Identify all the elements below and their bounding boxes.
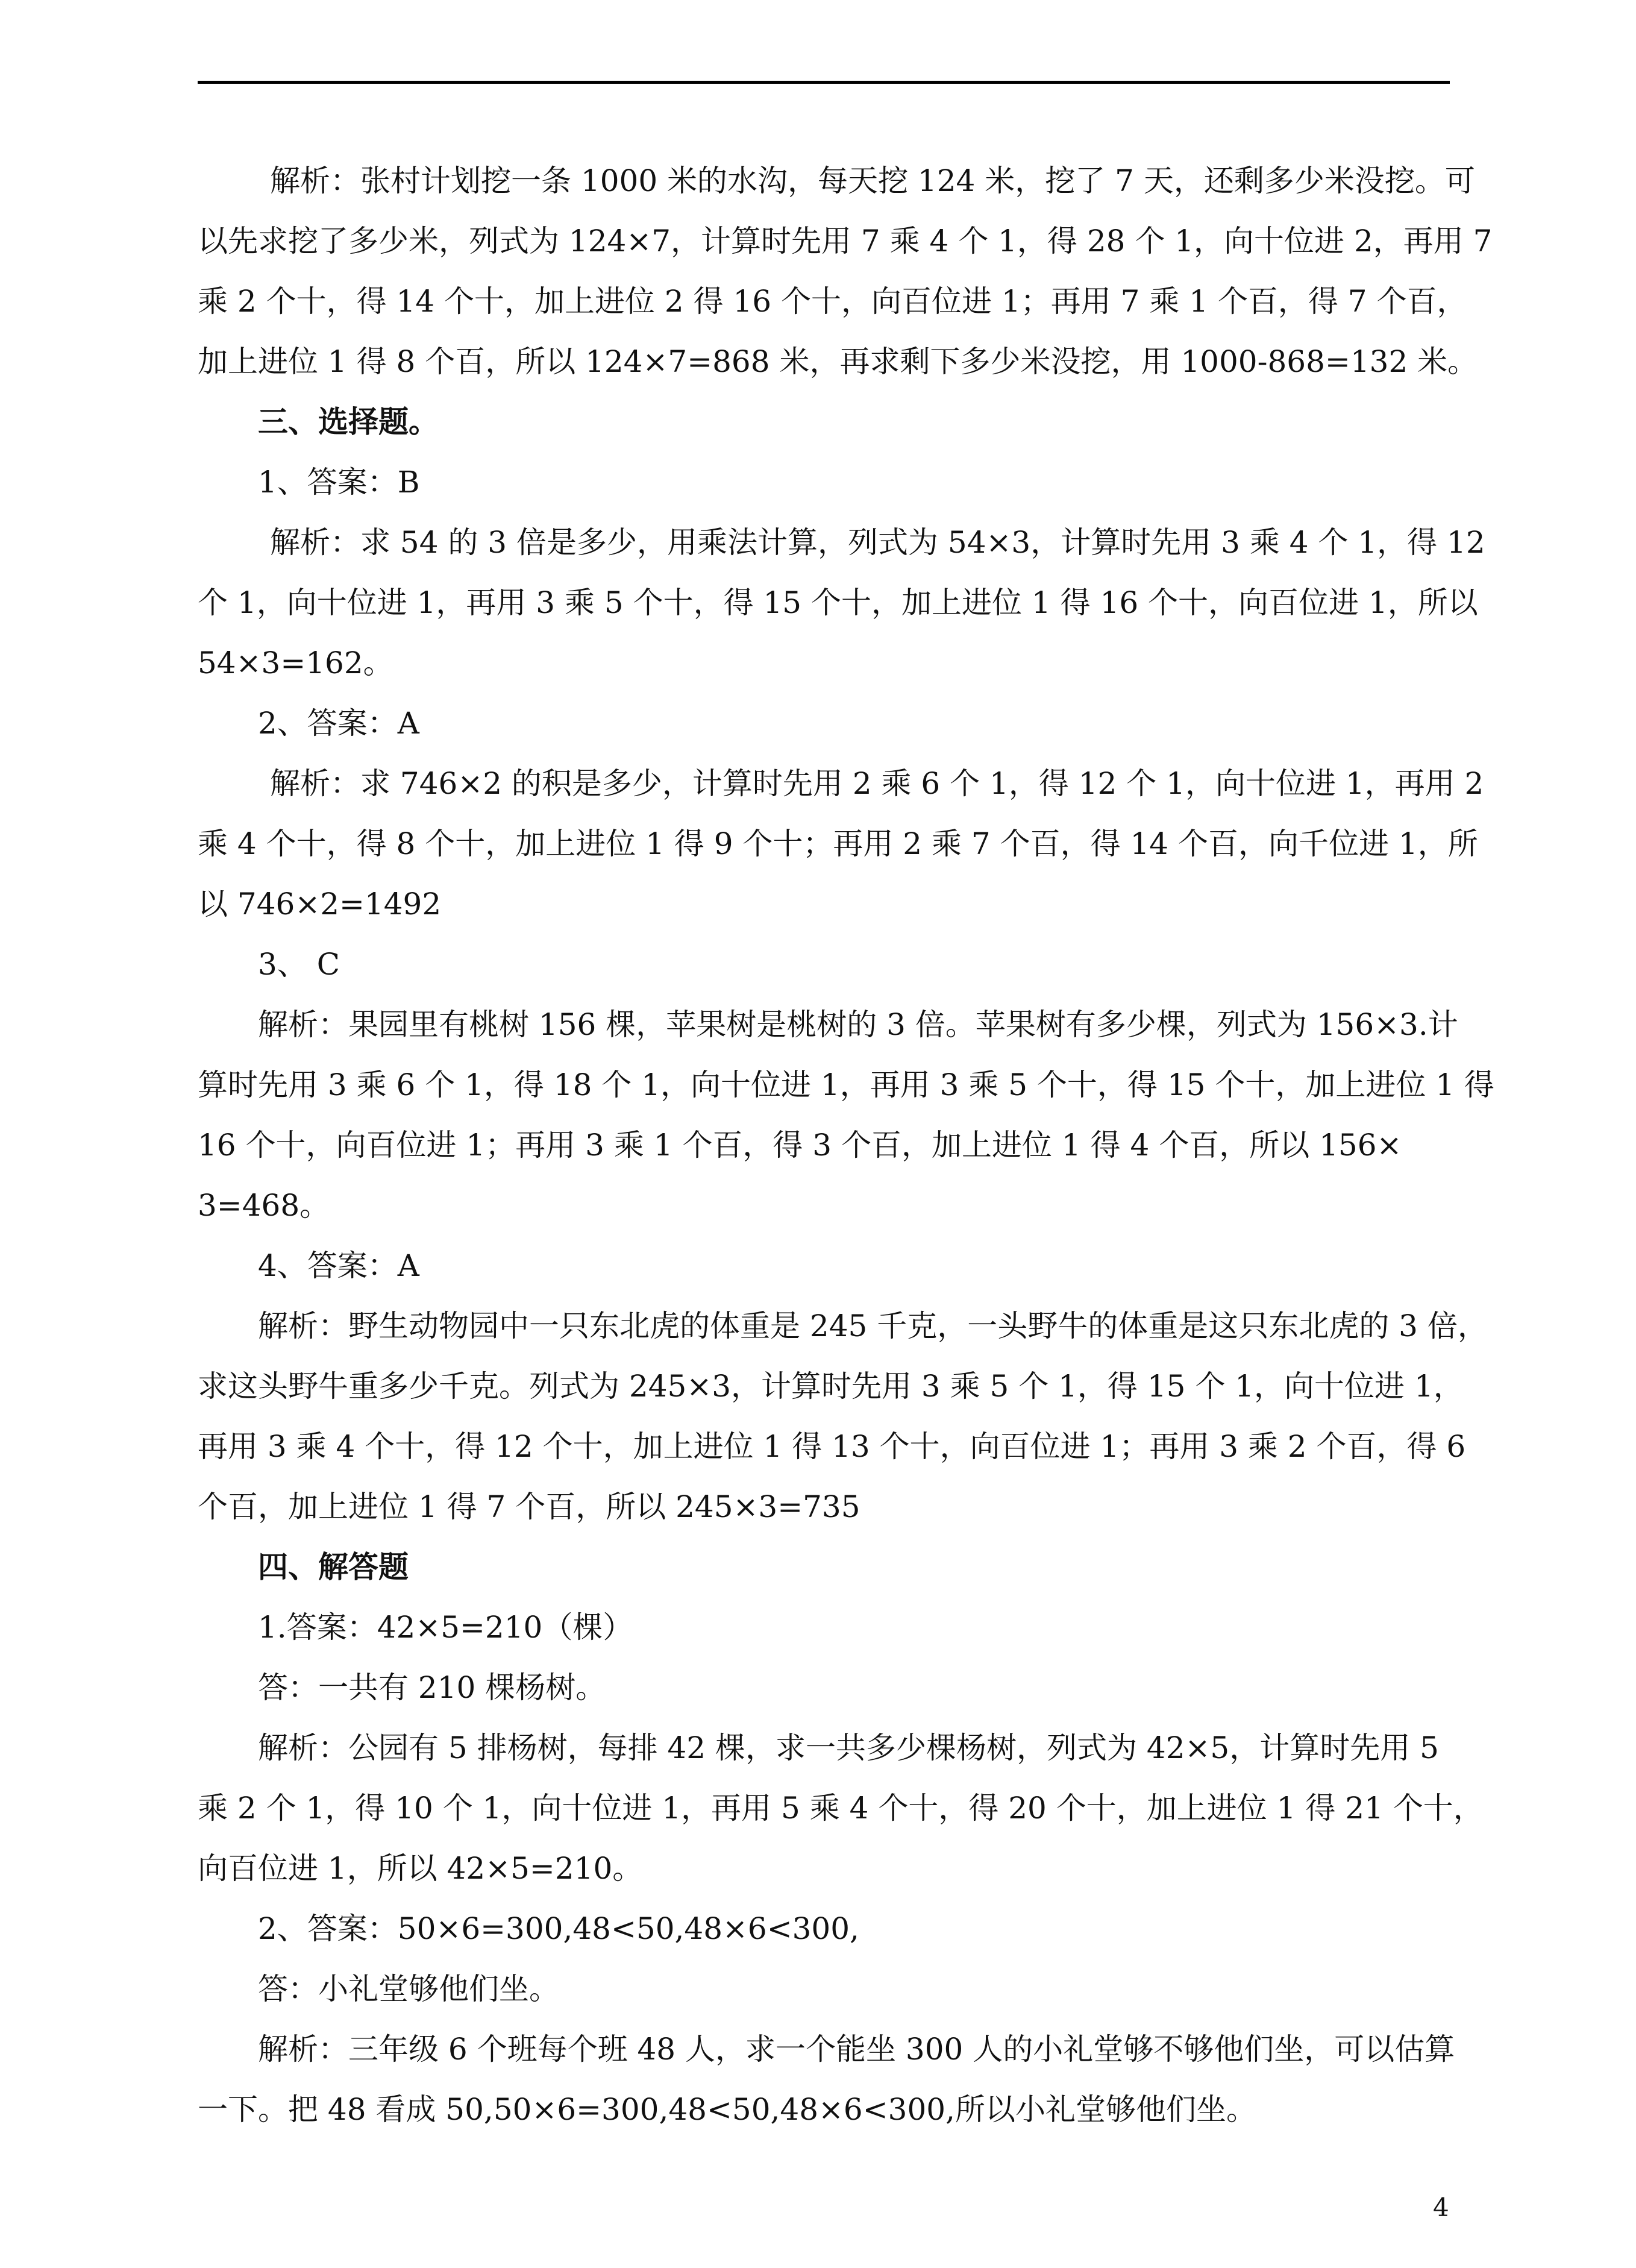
page-body: [198, 151, 1494, 2140]
body-line: 以 746×2=1492: [198, 887, 442, 922]
body-line: 个 1，向十位进 1，再用 3 乘 5 个十，得 15 个十，加上进位 1 得 16 个十，向百位进 1，所以: [198, 585, 1478, 620]
answer-line: 4、答案：A: [258, 1248, 419, 1283]
body-line: 乘 4 个十，得 8 个十，加上进位 1 得 9 个十；再用 2 乘 7 个百，得 14 个百，向千位进 1，所: [198, 826, 1478, 861]
answer-line: 1、答案：B: [258, 465, 420, 500]
body-line: 以先求挖了多少米，列式为 124×7，计算时先用 7 乘 4 个 1，得 28 个 1，向十位进 2，再用 7: [198, 224, 1493, 259]
body-line: 3=468。: [198, 1188, 330, 1223]
body-line: 乘 2 个十，得 14 个十，加上进位 2 得 16 个十，向百位进 1；再用 7 乘 1 个百，得 7 个百，: [198, 284, 1467, 319]
body-line: 乘 2 个 1，得 10 个 1，向十位进 1，再用 5 乘 4 个十，得 20 个十，加上进位 1 得 21 个十，: [198, 1791, 1484, 1826]
body-line: 加上进位 1 得 8 个百，所以 124×7=868 米，再求剩下多少米没挖，用 1000-868=132 米。: [198, 344, 1478, 379]
answer-line: 答：一共有 210 棵杨树。: [258, 1670, 606, 1705]
body-line: 解析：公园有 5 排杨树，每排 42 棵，求一共多少棵杨树，列式为 42×5，计算时先用 5: [258, 1730, 1439, 1765]
body-line: 解析：果园里有桃树 156 棵，苹果树是桃树的 3 倍。苹果树有多少棵，列式为 156×3.计: [258, 1007, 1458, 1042]
body-line: 解析：野生动物园中一只东北虎的体重是 245 千克，一头野牛的体重是这只东北虎的 3 倍，: [258, 1308, 1488, 1343]
page-number: 4: [1433, 2193, 1449, 2222]
body-line: 向百位进 1，所以 42×5=210。: [198, 1851, 643, 1886]
body-line: 解析：求 54 的 3 倍是多少，用乘法计算，列式为 54×3，计算时先用 3 乘 4 个 1，得 12: [270, 525, 1485, 560]
body-line: 16 个十，向百位进 1；再用 3 乘 1 个百，得 3 个百，加上进位 1 得 4 个百，所以 156×: [198, 1128, 1402, 1163]
body-line: 解析：张村计划挖一条 1000 米的水沟，每天挖 124 米，挖了 7 天，还剩多少米没挖。可: [270, 163, 1475, 198]
section-heading: 四、解答题: [258, 1549, 409, 1585]
body-line: 一下。把 48 看成 50,50×6=300,48<50,48×6<300,所以小礼堂够他们坐。: [198, 2092, 1256, 2127]
answer-line: 答：小礼堂够他们坐。: [258, 1971, 559, 2006]
body-line: 54×3=162。: [198, 646, 393, 680]
body-line: 个百，加上进位 1 得 7 个百，所以 245×3=735: [198, 1489, 860, 1524]
body-line: 算时先用 3 乘 6 个 1，得 18 个 1，向十位进 1，再用 3 乘 5 个十，得 15 个十，加上进位 1 得: [198, 1067, 1494, 1102]
header-rule: [198, 81, 1450, 84]
answer-line: 2、答案：50×6=300,48<50,48×6<300,: [258, 1911, 859, 1946]
answer-line: 1.答案：42×5=210（棵）: [258, 1610, 633, 1645]
body-line: 解析：三年级 6 个班每个班 48 人，求一个能坐 300 人的小礼堂够不够他们坐，可以估算: [258, 2032, 1455, 2067]
answer-line: 3、 C: [258, 947, 340, 982]
body-line: 求这头野牛重多少千克。列式为 245×3，计算时先用 3 乘 5 个 1，得 15 个 1，向十位进 1，: [198, 1369, 1464, 1404]
body-line: 解析：求 746×2 的积是多少，计算时先用 2 乘 6 个 1，得 12 个 1，向十位进 1，再用 2: [270, 766, 1484, 801]
body-line: 再用 3 乘 4 个十，得 12 个十，加上进位 1 得 13 个十，向百位进 1；再用 3 乘 2 个百，得 6: [198, 1429, 1466, 1464]
answer-line: 2、答案：A: [258, 706, 419, 741]
section-heading: 三、选择题。: [258, 404, 439, 439]
